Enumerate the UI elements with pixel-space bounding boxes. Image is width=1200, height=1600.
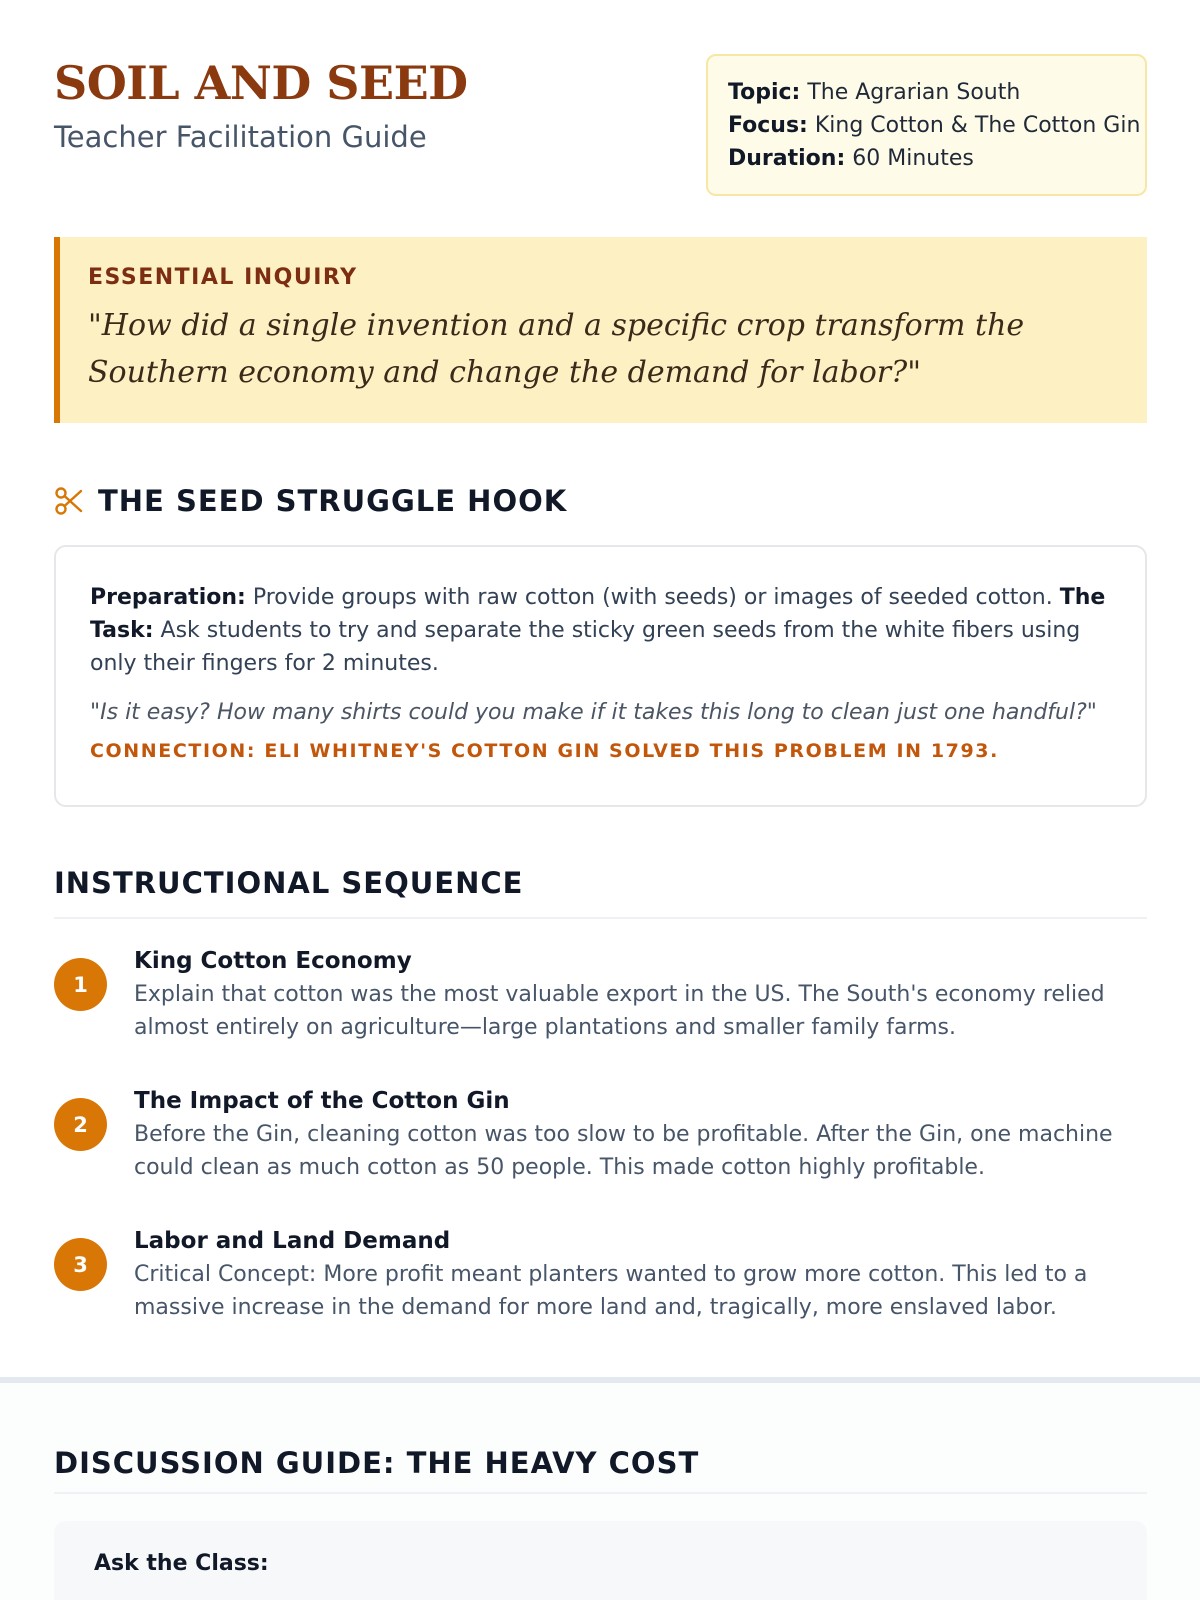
sequence-step <box>54 948 1147 1048</box>
hook-question: "Is it easy? How many shirts could you make if it takes this long to clean just one handful?" <box>90 700 1097 725</box>
hook-title: THE SEED STRUGGLE HOOK <box>98 484 568 518</box>
ask-class-label: Ask the Class: <box>94 1551 269 1576</box>
step-title: King Cotton Economy <box>134 948 412 974</box>
prep-text: Provide groups with raw cotton (with seeds) or images of seeded cotton. <box>252 585 1053 610</box>
task-text: Ask students to try and separate the sticky green seeds from the white fibers using only their fingers for 2 minutes. <box>90 618 1081 676</box>
ask-class-card <box>54 1521 1147 1600</box>
hook-section-heading <box>54 483 567 519</box>
page-subtitle: Teacher Facilitation Guide <box>54 120 427 154</box>
meta-focus-value: King Cotton & The Cotton Gin <box>814 113 1141 138</box>
sequence-step <box>54 1088 1147 1188</box>
meta-focus-label: Focus: <box>728 113 808 138</box>
prep-label: Preparation: <box>90 585 246 610</box>
scissors-icon <box>54 486 84 516</box>
step-description: Before the Gin, cleaning cotton was too slow to be profitable. After the Gin, one machine could clean as much cotton as 50 people. This made cotton highly profitable. <box>134 1122 1113 1180</box>
step-description: Explain that cotton was the most valuable export in the US. The South's economy relied almost entirely on agriculture—large plantations and smaller family farms. <box>134 982 1105 1040</box>
step-number-badge: 3 <box>54 1238 107 1291</box>
step-description: Critical Concept: More profit meant planters wanted to grow more cotton. This led to a massive increase in the demand for more land and, tragically, more enslaved labor. <box>134 1262 1088 1320</box>
inquiry-quote: "How did a single invention and a specific crop transform the Southern economy and change the demand for labor?" <box>88 308 1025 390</box>
meta-topic-label: Topic: <box>728 80 801 105</box>
hook-card <box>54 545 1147 807</box>
sequence-rule <box>54 917 1147 919</box>
meta-topic-value: The Agrarian South <box>807 80 1021 105</box>
step-number-badge: 1 <box>54 958 107 1011</box>
sequence-step <box>54 1228 1147 1328</box>
task-label: The Task: <box>90 585 1106 643</box>
meta-duration-label: Duration: <box>728 146 846 171</box>
meta-duration-value: 60 Minutes <box>852 146 974 171</box>
meta-topic <box>728 76 1125 109</box>
discussion-rule <box>54 1492 1147 1494</box>
meta-duration <box>728 142 1125 175</box>
meta-focus <box>728 109 1141 142</box>
step-title: The Impact of the Cotton Gin <box>134 1088 510 1114</box>
lesson-meta-box <box>706 54 1147 196</box>
step-title: Labor and Land Demand <box>134 1228 451 1254</box>
step-number-badge: 2 <box>54 1098 107 1151</box>
discussion-title: DISCUSSION GUIDE: THE HEAVY COST <box>54 1446 700 1480</box>
essential-inquiry-callout <box>54 237 1147 423</box>
inquiry-label: ESSENTIAL INQUIRY <box>88 265 358 290</box>
sequence-title: INSTRUCTIONAL SEQUENCE <box>54 866 524 900</box>
hook-connection: CONNECTION: ELI WHITNEY'S COTTON GIN SOLVED THIS PROBLEM IN 1793. <box>90 740 999 762</box>
hook-instructions <box>90 581 1111 680</box>
page-title: SOIL AND SEED <box>54 56 468 110</box>
